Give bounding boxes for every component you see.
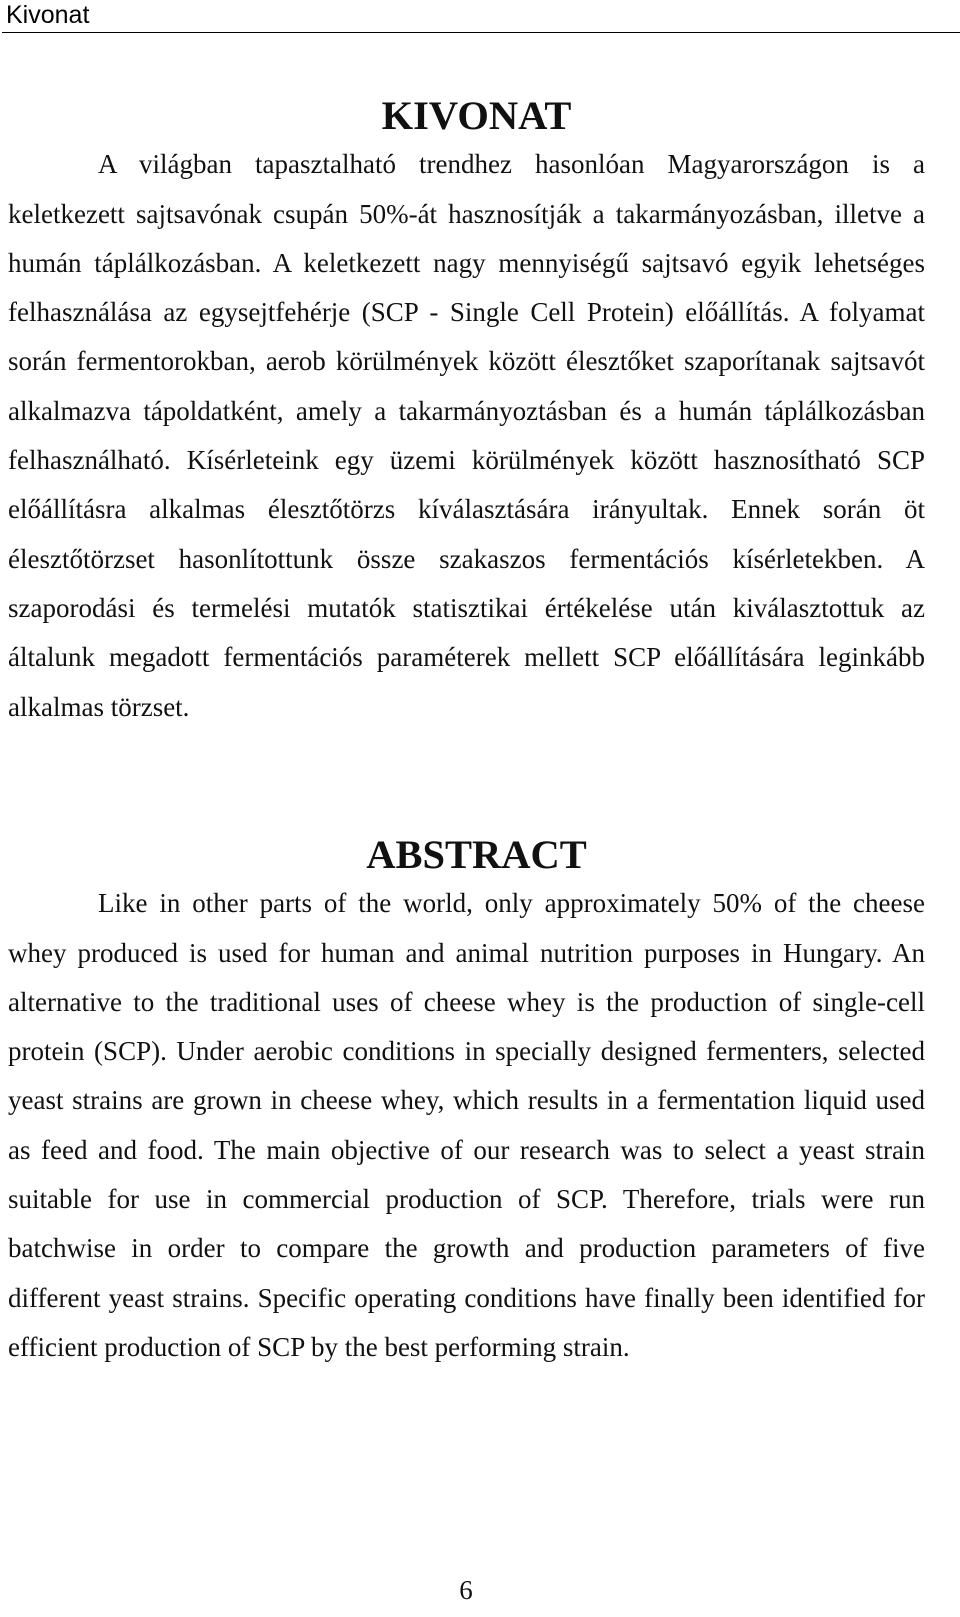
hungarian-abstract-body: A világban tapasztalható trendhez hasonlóan Magyarországon is a keletkezett sajtsavónak csupán 50%-át hasznosítják a takarmányozásban, illetve a humán táplálkozásban. A keletkezett nagy mennyiségű sajtsavó egyik lehetséges felhasználása az egysejtfehérje (SCP - Single Cell Protein) előállítás. A folyamat során fermentorokban, aerob körülmények között élesztőket szaporítanak sajtsavót alkalmazva tápoldatként, amely a takarmányoztásban és a humán táplálkozásban felhasználható. Kísérleteink egy üzemi körülmények között hasznosítható SCP előállításra alkalmas élesztőtörzs kíválasztására irányultak. Ennek során öt élesztőtörzset hasonlítottunk össze szakaszos fermentációs kísérletekben. A szaporodási és termelési mutatók statisztikai értékelése után kiválasztottuk az általunk megadott fermentációs paraméterek mellett SCP előállítására leginkább alkalmas törzset. bbox=[8, 149, 925, 722]
english-abstract-title: ABSTRACT bbox=[366, 832, 587, 877]
page-number: 6 bbox=[459, 1575, 473, 1605]
english-abstract-body: Like in other parts of the world, only approximately 50% of the cheese whey produced is used for human and animal nutrition purposes in Hungary. An alternative to the traditional uses of cheese whey is the production of single-cell protein (SCP). Under aerobic conditions in specially designed fermenters, selected yeast strains are grown in cheese whey, which results in a fermentation liquid used as feed and food. The main objective of our research was to select a yeast strain suitable for use in commercial production of SCP. Therefore, trials were run batchwise in order to compare the growth and production parameters of five different yeast strains. Specific operating conditions have finally been identified for efficient production of SCP by the best performing strain. bbox=[8, 888, 925, 1362]
hungarian-abstract-title: KIVONAT bbox=[381, 93, 572, 138]
english-abstract-section bbox=[8, 830, 925, 1372]
header-divider bbox=[2, 32, 960, 33]
running-header: Kivonat bbox=[6, 1, 90, 29]
hungarian-abstract-section bbox=[8, 91, 925, 732]
